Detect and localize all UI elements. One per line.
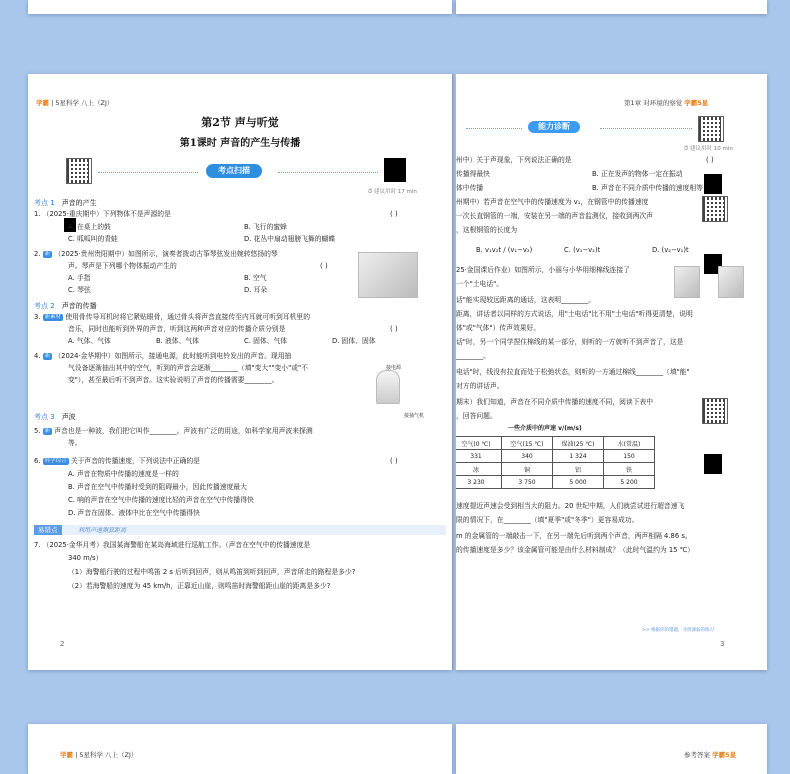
section-title: 第2节 声与听觉 — [201, 116, 279, 129]
q3-option-b[interactable]: B. 液体、气体 — [156, 337, 199, 345]
q1-option-b[interactable]: B. 飞行的蜜蜂 — [244, 223, 287, 231]
q4-line2: 气设备逐渐抽出其中的空气，听到的声音会逐渐________（填"变大""变小"或"不 — [68, 364, 308, 372]
q1-option-d[interactable]: D. 花丛中扇动翅膀飞舞的蝴蝶 — [244, 235, 336, 243]
r5-line4: 的传播速度是多少？该金属管可能是由什么材料制成？（此时气温约为 15 ℃） — [456, 546, 695, 554]
q6-option-a[interactable]: A. 声音在物质中传播的速度是一样的 — [68, 470, 179, 478]
r4-line1: 期末）我们知道，声音在不同介质中传播的速度不同，阅读下表中 — [456, 398, 654, 406]
qr-code-icon[interactable] — [698, 116, 724, 142]
q3-option-c[interactable]: C. 固体、气体 — [244, 337, 288, 345]
error-point-label: 易错点 — [34, 525, 62, 535]
table-cell: 5 000 — [553, 476, 604, 489]
q4-line3: 变"），甚至最后听不到声音。这实验说明了声音的传播需要________。 — [68, 376, 279, 384]
table-row — [456, 476, 655, 489]
redacted-block — [384, 158, 406, 182]
table-cell: 331 — [456, 450, 502, 463]
table-cell: 5 200 — [604, 476, 655, 489]
q2-line1: 2. 新 （2025·贵州贵阳期中）如图所示，演奏者拨动古筝琴弦发出婉转悠扬的琴 — [34, 250, 278, 258]
next-page-right — [456, 724, 767, 774]
q1-option-c[interactable]: C. 呱呱叫的青蛙 — [68, 235, 118, 243]
q2-line2: 声。琴声是下列哪个物体振动产生的 — [68, 262, 177, 270]
r3-line1: 25·金国课后作业）如图所示，小丽与小华用细棉线连接了 — [456, 266, 630, 274]
q7-line2: 340 m/s） — [68, 554, 103, 562]
qr-code-icon[interactable] — [702, 398, 728, 424]
q6-stem: 6. 科学综合 关于声音的传播速度，下列说法中正确的是 — [34, 457, 200, 465]
page-left — [28, 74, 452, 670]
error-point-text: 利用声速测算距离 — [78, 527, 127, 534]
table-cell: 水(常温) — [604, 437, 655, 450]
fig-label-pump: 接抽气机 — [404, 413, 425, 419]
r1-option-a[interactable]: 传播得最快 — [456, 170, 490, 178]
q6-option-d[interactable]: D. 声音在固体、液体中比在空气中传播得快 — [68, 509, 200, 517]
q3-line1: 3. 新素材 使用骨传导耳机时将它紧贴眼骨，通过骨头将声音直接传至内耳就可听到耳机里的 — [34, 313, 311, 321]
divider — [98, 172, 198, 173]
page-right — [456, 74, 767, 670]
divider — [600, 128, 692, 129]
fig-label-power: 接电源 — [386, 365, 402, 371]
q7-sub1: （1）海警船行驶的过程中鸣笛 2 s 后听到回声，则从鸣笛到听到回声，声音所走的路程是多少? — [68, 568, 356, 576]
q1-option-a[interactable]: A. 在桌上的鼓 — [68, 223, 111, 231]
table-cell: 1 324 — [553, 450, 604, 463]
r3-line5: 体"或"气体"）传声效果好。 — [456, 324, 541, 332]
r2-option-b[interactable]: B. v₁v₂t / (v₁−v₂) — [476, 246, 533, 254]
r1-stem: 州中）关于声现象，下列说法正确的是 — [456, 156, 572, 164]
q3-option-a[interactable]: A. 气体、气体 — [68, 337, 111, 345]
table-cell: 铝 — [553, 463, 604, 476]
divider — [466, 128, 522, 129]
table-cell: 3 230 — [456, 476, 502, 489]
r4-line2: ，回答问题。 — [456, 412, 497, 420]
previous-page-right — [456, 0, 767, 14]
r5-line2: 限的情况下，在________（填"夏季"或"冬季"）更容易成功。 — [456, 516, 639, 524]
footnote: >> 根据你的错题，寻找薄弱的练习 — [642, 628, 714, 633]
q1-stem: 1. （2025·重庆期中）下列物体不是声源的是 — [34, 210, 171, 218]
qr-code-icon[interactable] — [702, 196, 728, 222]
r2-option-c[interactable]: C. (v₁−v₂)t — [564, 246, 601, 254]
table-row — [456, 450, 655, 463]
r3-line2: 一个"土电话"。 — [456, 280, 504, 288]
lesson-title: 第1课时 声音的产生与传播 — [179, 138, 301, 149]
girl-figure-image — [674, 266, 700, 298]
table-cell: 空气(0 ℃) — [456, 437, 502, 450]
scan-banner: 考点扫描 — [206, 164, 262, 178]
header-left: 学霸 | 5星科学 八上（ZJ） — [36, 99, 114, 107]
q2-option-a[interactable]: A. 手指 — [68, 274, 91, 282]
table-cell: 空气(15 ℃) — [502, 437, 553, 450]
r1-option-d[interactable]: B. 声音在不同介质中传播的速度相等 — [592, 184, 703, 192]
q4-line1: 4. 新 （2024·金华期中）如图所示，接通电源，此时能听到电铃发出的声音。现用抽 — [34, 352, 292, 360]
q3-option-d[interactable]: D. 固体、固体 — [332, 337, 376, 345]
divider — [278, 172, 378, 173]
r3-line3: 话"能实现较远距离的通话，这表明________。 — [456, 296, 596, 304]
bottom-header-left: 学霸 | 5星科学 八上（ZJ） — [60, 751, 138, 759]
r1-option-c[interactable]: 体中传播 — [456, 184, 484, 192]
kp2-heading: 考点 2 声音的传播 — [34, 302, 97, 310]
r1-answer[interactable]: ( ) — [706, 156, 714, 164]
r2-line1: 州期中）若声音在空气中的传播速度为 v₁，在钢管中的传播速度 — [456, 198, 649, 206]
q2-option-d[interactable]: D. 耳朵 — [244, 286, 268, 294]
time-note: ⏱ 建议用时 10 min — [684, 146, 733, 152]
q7-sub2: （2）若海警船的速度为 45 km/h，正靠近山崖，则鸣笛时海警船距山崖的距离是多少? — [68, 582, 331, 590]
table-cell: 340 — [502, 450, 553, 463]
redacted-block — [704, 454, 722, 474]
table-title: 一些介质中的声速 v/(m/s) — [508, 425, 582, 432]
bell-jar-image — [376, 370, 400, 404]
r3-line8: 电话"时，线没有拉直而处于松弛状态，则听的一方通过棉线________（填"能" — [456, 368, 690, 376]
table-cell: 冰 — [456, 463, 502, 476]
r2-option-d[interactable]: D. (v₂−v₁)t — [652, 246, 689, 254]
speed-table — [456, 436, 655, 489]
q2-option-c[interactable]: C. 琴弦 — [68, 286, 91, 294]
bottom-header-right: 参考答案 学霸5星 — [684, 751, 737, 759]
kp1-heading: 考点 1 声音的产生 — [34, 199, 97, 207]
r1-option-b[interactable]: B. 正在发声的物体一定在振动 — [592, 170, 683, 178]
time-note: ⏱ 建议用时 17 min — [368, 189, 417, 195]
r3-line4: 距离，讲话者以同样的方式说话，用"土电话"比不用"土电话"听得更清楚，说明 — [456, 310, 693, 318]
r5-line3: m 的金属管的一端敲击一下，在另一端先后听到两个声音，两声相隔 4.86 s。 — [456, 532, 692, 540]
table-cell: 铁 — [604, 463, 655, 476]
q1-answer[interactable]: ( ) — [390, 210, 398, 218]
q7-line1: 7. （2025·金华月考）我国某海警船在某岛海域进行巡航工作。（声音在空气中的传播速度是 — [34, 541, 311, 549]
page-number: 2 — [60, 640, 65, 648]
r3-line9: 对方的讲话声。 — [456, 382, 504, 390]
diag-banner: 能力诊断 — [528, 121, 580, 133]
guzheng-image — [358, 252, 418, 298]
table-row — [456, 463, 655, 476]
q6-option-b[interactable]: B. 声音在空气中传播时受到的阻碍最小，因此传播速度最大 — [68, 483, 247, 491]
q3-answer[interactable]: ( ) — [390, 325, 398, 333]
table-cell: 铜 — [502, 463, 553, 476]
r2-line3: ，这根钢管的长度为 — [456, 226, 518, 234]
previous-page-left — [28, 0, 452, 14]
r2-line2: 一次长直钢管的一端，安装在另一端的声音监测仪，接收到两次声 — [456, 212, 654, 220]
q6-option-c[interactable]: C. 响的声音在空气中传播的速度比轻的声音在空气中传播得快 — [68, 496, 254, 504]
r5-line1: 速度提近声速会受到相当大的阻力。20 世纪中期，人们就尝试进行超音速飞 — [456, 502, 685, 510]
boy-figure-image — [718, 266, 744, 298]
redacted-block — [704, 174, 722, 194]
q6-answer[interactable]: ( ) — [390, 457, 398, 465]
header-right: 第1章 对环境的察觉 学霸5星 — [624, 99, 709, 107]
r3-line6: 话"时，另一个同学捏住棉线的某一部分，则听的一方就听不到声音了，这是 — [456, 338, 684, 346]
table-cell: 3 750 — [502, 476, 553, 489]
q5-line2: 等。 — [68, 439, 82, 447]
table-row — [456, 437, 655, 450]
qr-code-icon[interactable] — [66, 158, 92, 184]
next-page-left — [28, 724, 452, 774]
q5-line1: 5. 新 声音也是一种波，我们把它叫作________。声波有广泛的用途，如科学家用声波来探测 — [34, 427, 313, 435]
q2-answer[interactable]: ( ) — [320, 262, 328, 270]
table-cell: 煤油(25 ℃) — [553, 437, 604, 450]
r3-line7: ________。 — [456, 352, 490, 360]
table-cell: 150 — [604, 450, 655, 463]
q3-line2: 音乐，同时也能听到外界的声音，听到这两种声音对应的传播介质分别是 — [68, 325, 286, 333]
kp3-heading: 考点 3 声波 — [34, 413, 76, 421]
q2-option-b[interactable]: B. 空气 — [244, 274, 267, 282]
page-number: 3 — [720, 640, 725, 648]
